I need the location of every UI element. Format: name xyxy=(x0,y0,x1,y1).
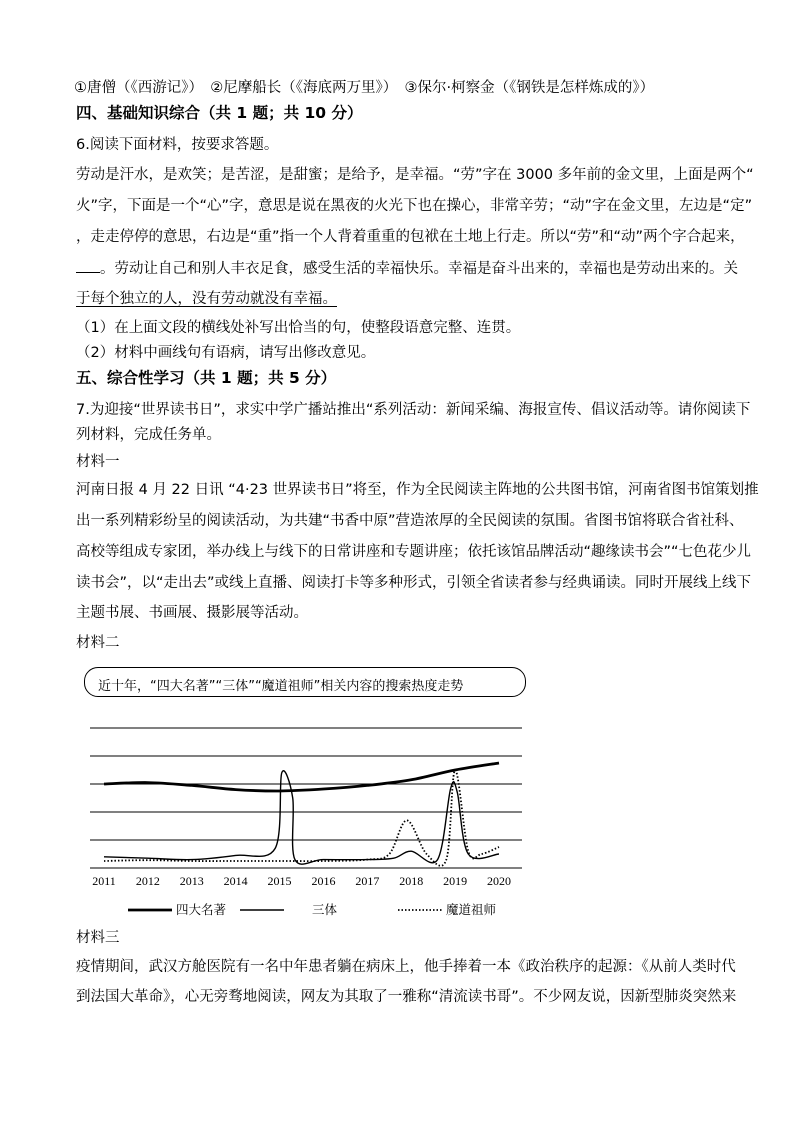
x-tick-label: 2018 xyxy=(399,874,424,888)
legend-label-1: 四大名著 xyxy=(176,902,227,917)
material1-label: 材料一 xyxy=(76,454,120,470)
x-tick-label: 2019 xyxy=(443,874,468,888)
question7-intro-1: 7.为迎接“世界读书日”，求实中学广播站推出“系列活动：新闻采编、海报宣传、倡议活动等。请你阅读下 xyxy=(76,402,751,418)
section5-heading: 五、综合性学习（共 1 题；共 5 分） xyxy=(76,369,337,387)
task-1: （1）在上面文段的横线处补写出恰当的句，使整段语意完整、连贯。 xyxy=(76,320,521,336)
passage-line-4-text: 。劳动让自己和别人丰衣足食，感受生活的幸福快乐。幸福是奋斗出来的，幸福也是劳动出来的。关 xyxy=(100,261,738,277)
passage-line-2: 火”字，下面是一个“心”字，意思是说在黑夜的火光下也在操心，非常辛劳；“动”字在金文里，左边是“定” xyxy=(76,198,753,214)
x-tick-label: 2012 xyxy=(135,874,160,888)
material1-line-3: 高校等组成专家团，举办线上与线下的日常讲座和专题讲座；依托该馆品牌活动“趣缘读书会”“七色花少儿 xyxy=(76,544,752,560)
top-options: ①唐僧（《西游记》） ②尼摩船长（《海底两万里》） ③保尔·柯察金（《钢铁是怎样炼成的》） xyxy=(74,80,655,96)
material1-line-1: 河南日报 4 月 22 日讯 “4·23 世界读书日”将至，作为全民阅读主阵地的公共图书馆，河南省图书馆策划推 xyxy=(76,482,759,498)
x-tick-label: 2016 xyxy=(311,874,336,888)
question7-intro-2: 列材料，完成任务单。 xyxy=(76,427,221,443)
series-line-2 xyxy=(104,771,499,864)
legend-label-2: 三体 xyxy=(312,902,338,917)
series-line-1 xyxy=(104,763,499,791)
section4-heading: 四、基础知识综合（共 1 题；共 10 分） xyxy=(76,104,363,122)
underlined-sentence: 于每个独立的人，没有劳动就没有幸福。 xyxy=(76,291,337,307)
legend-label-3: 魔道祖师 xyxy=(446,902,497,917)
task-2: （2）材料中画线句有语病，请写出修改意见。 xyxy=(76,345,376,361)
material1-line-2: 出一系列精彩纷呈的阅读活动，为共建“书香中原”营造浓厚的全民阅读的氛围。省图书馆将联合省社科、 xyxy=(76,513,744,529)
chart-title: 近十年，“四大名著”“三体”“魔道祖师”相关内容的搜索热度走势 xyxy=(98,679,464,694)
x-tick-label: 2017 xyxy=(355,874,380,888)
x-tick-label: 2015 xyxy=(267,874,292,888)
passage-line-3: ，走走停停的意思，右边是“重”指一个人背着重重的包袱在土地上行走。所以“劳”和“动”两个字合起来， xyxy=(76,229,745,245)
material1-line-5: 主题书展、书画展、摄影展等活动。 xyxy=(76,605,308,621)
material2-label: 材料二 xyxy=(76,635,120,651)
material3-line-2: 到法国大革命》，心无旁骛地阅读，网友为其取了一雅称“清流读书哥”。不少网友说，因新型肺炎突然来 xyxy=(76,989,737,1005)
material3-label: 材料三 xyxy=(76,930,120,946)
passage-line-1: 劳动是汗水，是欢笑；是苦涩，是甜蜜；是给予，是幸福。“劳”字在 3000 多年前的金文里，上面是两个“ xyxy=(76,167,754,183)
question6-intro: 6.阅读下面材料，按要求答题。 xyxy=(76,137,279,153)
x-tick-label: 2020 xyxy=(487,874,511,888)
x-tick-label: 2014 xyxy=(223,874,248,888)
x-tick-label: 2011 xyxy=(92,874,116,888)
material1-line-4: 读书会”，以“走出去”或线上直播、阅读打卡等多种形式，引领全省读者参与经典诵读。同时开展线上线下 xyxy=(76,575,752,591)
material3-line-1: 疫情期间，武汉方舱医院有一名中年患者躺在病床上，他手捧着一本《政治秩序的起源：《从前人类时代 xyxy=(76,959,736,975)
x-tick-label: 2013 xyxy=(179,874,204,888)
